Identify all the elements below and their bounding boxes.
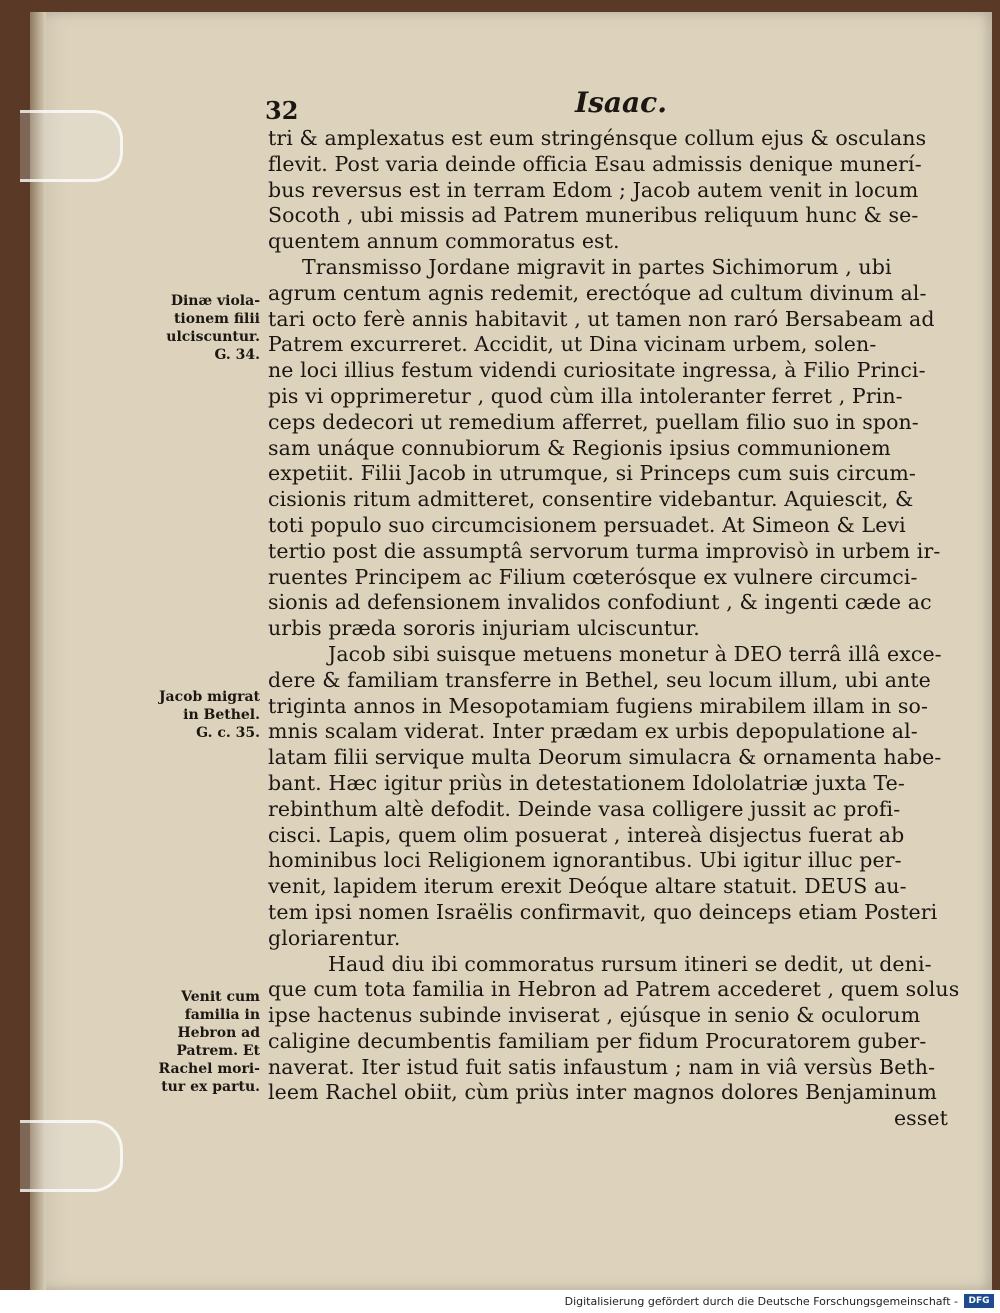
text-line: que cum tota familia in Hebron ad Patrem accederet , quem solus [268,977,960,1002]
margin-note-line: tionem filii [173,311,260,327]
margin-note-line: familia in [184,1007,260,1023]
text-line: bant. Hæc igitur priùs in detestationem Idololatriæ juxta Te- [268,770,905,795]
text-line: ne loci illius festum videndi curiositate ingressa, à Filio Princi- [268,358,926,383]
catchword: esset [893,1106,948,1131]
margin-note-line: tur ex partu. [161,1079,260,1095]
page-gutter [30,12,46,1290]
text-line: toti populo suo circumcisionem persuadet. At Simeon & Levi [268,512,906,537]
funding-credit: Digitalisierung gefördert durch die Deutsche Forschungsgemeinschaft - [564,1295,958,1308]
text-line: ipse hactenus subinde inviserat , ejúsque in senio & oculorum [268,1003,921,1028]
text-line: rebinthum altè defodit. Deinde vasa colligere jussit ac profi- [268,796,901,821]
text-line: leem Rachel obiit, cùm priùs inter magnos dolores Benjaminum [268,1080,937,1105]
body-text [268,126,960,1132]
text-line: latam filii servique multa Deorum simulacra & ornamenta habe- [268,745,942,770]
text-line: agrum centum agnis redemit, erectóque ad cultum divinum al- [268,280,927,305]
margin-note-line: Hebron ad [177,1025,260,1041]
margin-note [148,292,260,364]
text-line: Haud diu ibi commoratus rursum itineri se dedit, ut deni- [328,951,932,976]
text-line: urbis præda sororis injuriam ulciscuntur. [268,616,700,641]
text-line: ruentes Principem ac Filium cœterósque ex vulnere circumci- [268,564,918,589]
text-line: Jacob sibi suisque metuens monetur à DEO terrâ illâ exce- [328,641,942,666]
text-line: tari octo ferè annis habitavit , ut tamen non raró Bersabeam ad [268,306,935,331]
margin-note-line: G. c. 35. [196,725,260,741]
text-line: tem ipsi nomen Israëlis confirmavit, quo deinceps etiam Posteri [268,899,938,924]
margin-note-line: Dinæ viola- [170,293,260,309]
text-line: venit, lapidem iterum erexit Deóque altare statuit. DEUS au- [268,874,907,899]
dfg-logo: DFG [964,1294,994,1308]
text-line: sam unáque connubiorum & Regionis ipsius communionem [268,435,891,460]
text-line: hominibus loci Religionem ignorantibus. Ubi igitur illuc per- [268,848,902,873]
text-line: tertio post die assumptâ servorum turma improvisò in urbem ir- [268,538,941,563]
margin-note [148,988,260,1096]
text-line: tri & amplexatus est eum stringénsque collum ejus & osculans [268,126,927,150]
text-line: cisionis ritum admitteret, consentire videbantur. Aquiescit, & [268,487,914,512]
text-line: expetiit. Filii Jacob in utrumque, si Princeps cum suis circum- [268,461,916,486]
text-line: sionis ad defensionem invalidos confodiunt , & ingenti cæde ac [268,590,932,615]
text-line: Socoth , ubi missis ad Patrem muneribus reliquum hunc & se- [268,203,919,228]
text-line: bus reversus est in terram Edom ; Jacob autem venit in locum [268,177,919,202]
margin-note-line: Jacob migrat [158,689,260,705]
text-line: caligine decumbentis familiam per fidum Procuratorem guber- [268,1028,927,1053]
text-line: pis vi opprimeretur , quod cùm illa intoleranter ferret , Prin- [268,383,903,408]
text-line: Patrem excurreret. Accidit, ut Dina vicinam urbem, solen- [268,332,877,357]
margin-note-line: Venit cum [181,989,260,1005]
text-line: naverat. Iter istud fuit satis infaustum ; nam in viâ versùs Beth- [268,1054,936,1079]
margin-note-line: in Bethel. [183,707,260,723]
text-line: mnis scalam viderat. Inter prædam ex urbis depopulatione al- [268,719,918,744]
text-line: triginta annos in Mesopotamiam fugiens mirabilem illam in so- [268,693,929,718]
text-line: dere & familiam transferre in Bethel, seu locum illum, ubi ante [268,667,931,692]
page-number: 32 [265,96,299,125]
text-line: cisci. Lapis, quem olim posuerat , intereà disjectus fuerat ab [268,822,905,847]
page-clip-top [20,110,123,182]
page-header [265,80,945,125]
text-line: gloriarentur. [268,925,401,950]
text-line: ceps dedecori ut remedium afferret, puellam filio suo in spon- [268,409,919,434]
margin-note-line: ulciscuntur. [166,329,260,345]
text-line: flevit. Post varia deinde officia Esau admissis denique munerí- [268,151,922,176]
text-line: Transmisso Jordane migravit in partes Sichimorum , ubi [302,254,892,279]
digitization-footer [0,1291,1000,1313]
margin-note-line: Patrem. Et [176,1043,260,1059]
margin-note-line: G. 34. [214,347,260,363]
text-line: quentem annum commoratus est. [268,229,620,254]
margin-note [148,688,260,742]
page-clip-bottom [20,1120,123,1192]
running-title: Isaac. [575,86,667,119]
margin-note-line: Rachel mori- [158,1061,260,1077]
